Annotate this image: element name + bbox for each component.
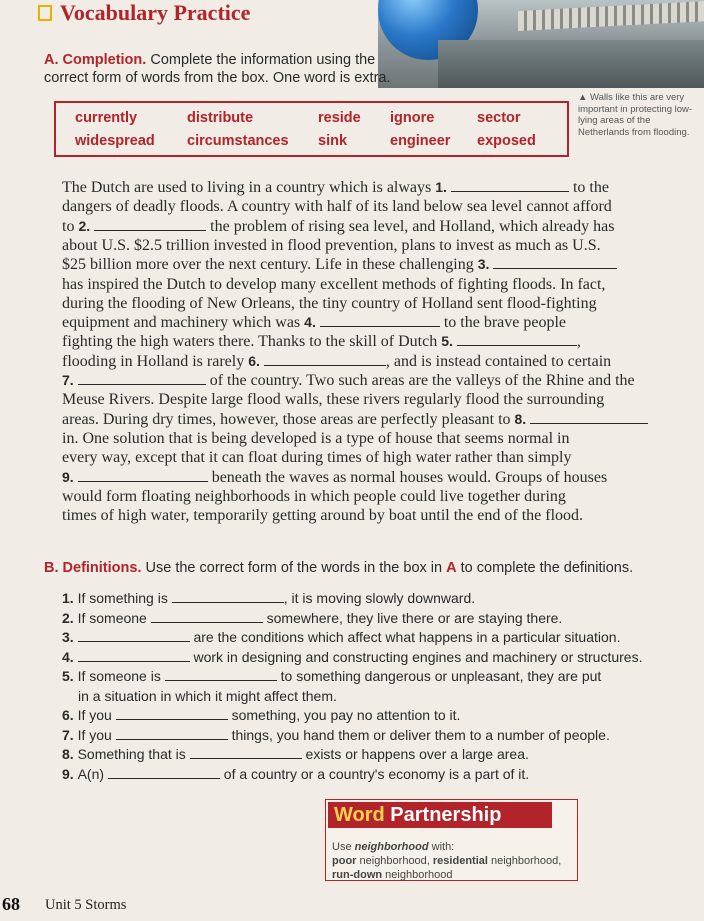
passage-text: about U.S. $2.5 trillion invested in flood prevention, plans to invest as much as U.S. [62,236,601,254]
definition-text: are the conditions which affect what happens in a particular situation. [189,629,621,645]
word-box-item: sink [318,133,348,149]
photo-water [438,40,704,88]
definition-number: 7. [62,726,78,743]
definition-number: 6. [62,707,78,723]
definition-text: , it is moving slowly downward. [283,590,476,606]
wp-use-word: neighborhood [354,841,429,853]
section-a-text: Complete the information using the correct form of words from the box. One word is extra. [44,52,391,86]
passage-text: to the brave people [439,314,567,332]
passage-line [62,218,614,236]
answer-blank [151,610,263,623]
definition-number: 3. [62,629,78,645]
definition-text: If something is [77,590,172,606]
answer-blank [78,649,190,662]
page-title-text: Vocabulary Practice [60,0,251,25]
definition-text: somewhere, they live there or are staying there. [262,609,563,626]
definition-text: If someone is [77,668,165,684]
answer-blank [320,314,440,327]
definition-number: 2. [62,609,78,626]
page-title [38,0,250,26]
page-number: 68 [2,894,20,914]
answer-blank [457,333,577,346]
definition-number: 8. [62,746,78,762]
passage-line [62,507,583,525]
flood-wall-photo [378,0,704,88]
blank-number: 2. [78,217,91,234]
answer-blank [78,372,206,385]
definition-item [62,590,475,606]
passage-line [62,411,648,429]
word-box-item: widespread [75,133,155,149]
definition-item [78,688,337,704]
word-partnership-phrase: neighborhood [382,869,453,881]
answer-blank [493,256,617,269]
definition-text: work in designing and constructing engines and machinery or structures. [189,648,643,665]
definition-item [62,727,610,743]
passage-text: would form floating neighborhoods in which people could live together during [62,487,566,505]
blank-number: 6. [248,352,260,369]
passage-line [62,372,635,390]
word-partnership-header [328,802,552,828]
passage-line [62,449,571,467]
passage-text: , [576,333,581,351]
passage-text: every way, except that it can float during times of high water rather than simply [62,449,572,467]
word-partnership-label: Partnership [390,804,502,826]
word-partnership-word: Word [334,804,385,826]
passage-line [62,276,605,294]
answer-blank [78,469,208,482]
blank-number: 5. [441,333,453,350]
passage-line [62,179,609,197]
answer-blank [108,766,220,779]
passage-text: beneath the waves as normal houses would. Groups of houses [207,468,608,486]
passage-text: fighting the high waters there. Thanks to the skill of Dutch [62,333,442,351]
passage-text: , and is instead contained to certain [385,352,612,370]
answer-blank [264,353,386,366]
photo-flood-wall [518,1,704,31]
passage-text: during the flooding of New Orleans, the tiny country of Holland sent flood-fighting [62,294,597,312]
passage-text: to [62,217,79,235]
word-partnership-phrase: neighborhood, [356,855,433,867]
passage-line [62,256,617,274]
word-partnership-line [332,868,561,882]
definition-text: If you [77,707,116,723]
word-partnership-body [332,840,561,882]
section-b-instructions [44,560,633,576]
definition-text: to something dangerous or unpleasant, they are put [276,668,602,684]
word-partnership-phrase: run-down [332,869,383,881]
blank-number: 4. [304,314,316,331]
word-box-item: distribute [187,110,254,126]
answer-blank [530,411,648,424]
definition-text: If someone [77,609,151,626]
word-box-item: currently [75,110,138,126]
word-partnership-line [332,840,561,854]
passage-text: flooding in Holland is rarely [62,352,249,370]
definition-text: If you [77,726,116,743]
word-box-item: reside [318,110,361,126]
definition-text: A(n) [77,765,108,782]
section-a-lead: A. Completion. [44,52,147,68]
passage-line [62,237,601,255]
section-b-text-post: to complete the definitions. [456,560,634,576]
definition-item [62,649,643,665]
passage-text: the problem of rising sea level, and Holland, which already has [206,217,615,235]
section-b-ref: A [446,560,457,576]
definition-item [62,746,529,762]
passage-text: in. One solution that is being developed is a type of house that seems normal in [62,429,570,447]
word-partnership-phrase: residential [432,855,488,867]
passage-text: to the [568,179,609,196]
definition-text: something, you pay no attention to it. [227,707,461,723]
definition-number: 1. [62,590,78,606]
passage-text: areas. During dry times, however, those areas are perfectly pleasant to [62,410,515,428]
answer-blank [451,179,569,192]
answer-blank [78,629,190,642]
answer-blank [116,727,228,740]
blank-number: 7. [62,372,74,388]
word-partnership-phrase: poor [332,855,357,867]
section-b-lead: B. Definitions. [44,560,142,576]
answer-blank [116,707,228,720]
definition-number: 5. [62,668,78,684]
passage-line [62,391,604,409]
definition-text: Something that is [77,746,190,762]
definition-item [62,707,460,723]
section-b-text-pre: Use the correct form of the words in the box in [145,560,447,576]
passage-line [62,488,566,506]
passage-line [62,469,607,487]
passage-text: equipment and machinery which was [62,314,305,332]
passage-text: times of high water, temporarily getting around by boat until the end of the flood. [62,507,584,525]
definition-item [62,668,601,684]
definition-text: exists or happens over a large area. [301,746,529,762]
word-box-item: ignore [390,110,435,126]
blank-number: 8. [514,410,527,427]
word-box-item: sector [477,110,521,126]
word-box-item: circumstances [187,133,289,149]
passage-line [62,295,597,313]
definition-item [62,629,620,645]
answer-blank [190,746,302,759]
title-marker-icon [38,5,52,21]
definition-text: things, you hand them or deliver them to a number of people. [227,726,610,743]
passage-text: dangers of deadly floods. A country with half of its land below sea level cannot afford [62,198,612,216]
passage-line [62,353,611,371]
blank-number: 3. [477,256,490,273]
passage-line [62,198,612,216]
wp-use-post: with: [428,841,455,853]
passage-text: $25 billion more over the next century. Life in these challenging [62,256,478,274]
word-box-item: exposed [477,133,536,149]
definition-item [62,610,562,626]
word-box [54,101,569,157]
blank-number: 9. [62,468,74,485]
definition-item [62,766,529,782]
passage-line [62,333,581,351]
passage-text: of the country. Two such areas are the valleys of the Rhine and the [205,372,635,389]
answer-blank [94,218,206,231]
word-partnership-line [332,854,561,868]
definition-number: 9. [62,765,78,782]
photo-caption: ▲ Walls like this are very important in protecting low-lying areas of the Netherlands from flooding. [578,92,693,138]
definition-text: of a country or a country's economy is a part of it. [219,765,530,782]
wp-use-pre: Use [332,841,355,853]
word-box-item: engineer [390,133,451,149]
answer-blank [172,590,284,603]
unit-label: Unit 5 Storms [45,897,127,913]
blank-number: 1. [435,179,447,195]
word-partnership-phrase: neighborhood, [487,855,562,867]
section-a-instructions [44,51,404,87]
passage-text: The Dutch are used to living in a country which is always [62,179,436,196]
passage-line [62,430,569,448]
word-partnership-box [325,799,578,881]
passage-text: has inspired the Dutch to develop many excellent methods of fighting floods. In fact, [62,275,606,293]
answer-blank [165,668,277,681]
passage-line [62,314,566,332]
definition-number: 4. [62,648,78,665]
definition-text: in a situation in which it might affect them. [78,687,337,704]
passage-text: Meuse Rivers. Despite large flood walls, these rivers regularly flood the surrounding [62,391,605,409]
